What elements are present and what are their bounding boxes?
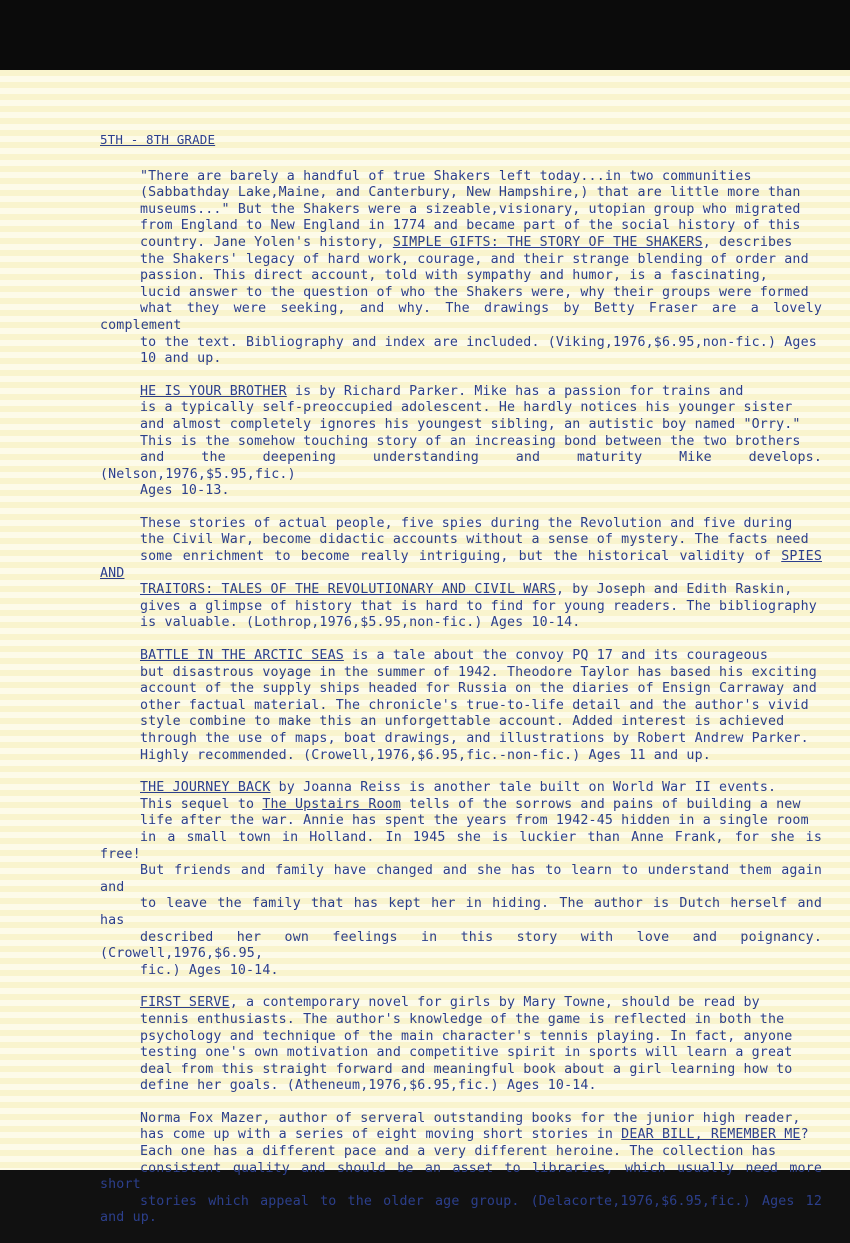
review-line: 10 and up. bbox=[140, 351, 222, 367]
document-page bbox=[0, 70, 850, 1226]
review-paragraph bbox=[100, 169, 822, 368]
review-line: is a typically self-preoccupied adolescent. He hardly notices his younger sister bbox=[140, 400, 793, 416]
review-line: But friends and family have changed and she has to learn to understand them again and bbox=[100, 863, 822, 895]
review-line: "There are barely a handful of true Shakers left today...in two communities bbox=[140, 168, 752, 184]
review-line: in a small town in Holland. In 1945 she is luckier than Anne Frank, for she is free! bbox=[100, 829, 822, 862]
review-line: THE JOURNEY BACK by Joanna Reiss is another tale built on World War II events. bbox=[140, 780, 777, 796]
review-line: Norma Fox Mazer, author of serveral outstanding books for the junior high reader, bbox=[140, 1110, 801, 1126]
book-title: HE IS YOUR BROTHER bbox=[140, 383, 287, 399]
review-paragraph bbox=[100, 780, 822, 979]
review-line: what they were seeking, and why. The drawings by Betty Fraser are a lovely complement bbox=[100, 301, 822, 333]
review-line: testing one's own motivation and competitive spirit in sports will learn a great bbox=[140, 1045, 793, 1061]
review-line: the Civil War, become didactic accounts without a sense of mystery. The facts need bbox=[140, 532, 809, 548]
review-line: psychology and technique of the main character's tennis playing. In fact, anyone bbox=[140, 1028, 793, 1044]
book-title: DEAR BILL, REMEMBER ME bbox=[621, 1127, 801, 1143]
review-line: gives a glimpse of history that is hard to find for young readers. The bibliography bbox=[140, 598, 817, 614]
review-paragraph bbox=[100, 1111, 822, 1227]
review-paragraph bbox=[100, 995, 822, 1095]
review-line: other factual material. The chronicle's true-to-life detail and the author's vivid bbox=[140, 697, 809, 713]
review-line: deal from this straight forward and meaningful book about a girl learning how to bbox=[140, 1061, 793, 1077]
book-title: THE JOURNEY BACK bbox=[140, 780, 271, 796]
review-line: fic.) Ages 10-14. bbox=[140, 962, 279, 978]
review-line: to leave the family that has kept her in hiding. The author is Dutch herself and has bbox=[100, 896, 822, 928]
review-line: and the deepening understanding and maturity Mike develops. (Nelson,1976,$5.95,fic.) bbox=[100, 450, 822, 482]
review-line: through the use of maps, boat drawings, and illustrations by Robert Andrew Parker. bbox=[140, 731, 809, 746]
review-line: This is the somehow touching story of an increasing bond between the two brothers bbox=[140, 433, 801, 449]
review-line: to the text. Bibliography and index are included. (Viking,1976,$6.95,non-fic.) Ages bbox=[140, 334, 817, 350]
review-paragraph bbox=[100, 384, 822, 500]
review-line: define her goals. (Atheneum,1976,$6.95,fic.) Ages 10-14. bbox=[140, 1078, 597, 1094]
review-line: country. Jane Yolen's history, SIMPLE GIFTS: THE STORY OF THE SHAKERS, describes bbox=[140, 234, 793, 250]
grade-heading: 5TH - 8TH GRADE bbox=[100, 132, 216, 147]
review-paragraph bbox=[100, 648, 822, 764]
review-line: style combine to make this an unforgettable account. Added interest is achieved bbox=[140, 714, 785, 730]
book-title: SPIES AND bbox=[100, 549, 822, 581]
review-line: Ages 10-13. bbox=[140, 483, 230, 499]
book-title: BATTLE IN THE ARCTIC SEAS bbox=[140, 648, 344, 664]
review-line: account of the supply ships headed for Russia on the diaries of Ensign Carraway and bbox=[140, 681, 817, 697]
review-line: These stories of actual people, five spies during the Revolution and five during bbox=[140, 515, 793, 531]
review-line: from England to New England in 1774 and became part of the social history of this bbox=[140, 218, 801, 234]
review-line: lucid answer to the question of who the Shakers were, why their groups were formed bbox=[140, 284, 809, 300]
scan-top-border bbox=[0, 0, 850, 70]
review-line: has come up with a series of eight moving short stories in DEAR BILL, REMEMBER ME? bbox=[140, 1127, 809, 1143]
review-line: TRAITORS: TALES OF THE REVOLUTIONARY AND CIVIL WARS, by Joseph and Edith Raskin, bbox=[140, 582, 793, 598]
review-line: Highly recommended. (Crowell,1976,$6.95,fic.-non-fic.) Ages 11 and up. bbox=[140, 747, 711, 763]
review-line: some enrichment to become really intriguing, but the historical validity of SPIES AND bbox=[100, 549, 822, 581]
review-line: (Sabbathday Lake,Maine, and Canterbury, New Hampshire,) that are little more than bbox=[140, 185, 801, 201]
review-line: museums..." But the Shakers were a sizeable,visionary, utopian group who migrated bbox=[140, 201, 801, 217]
review-line: FIRST SERVE, a contemporary novel for girls by Mary Towne, should be read by bbox=[140, 995, 760, 1011]
book-title: SIMPLE GIFTS: THE STORY OF THE SHAKERS bbox=[392, 234, 703, 250]
review-line: described her own feelings in this story with love and poignancy. (Crowell,1976,$6.95, bbox=[100, 929, 822, 962]
review-line: stories which appeal to the older age group. (Delacorte,1976,$6.95,fic.) Ages 12 and up. bbox=[100, 1193, 822, 1226]
review-line: but disastrous voyage in the summer of 1942. Theodore Taylor has based his exciting bbox=[140, 664, 817, 680]
review-paragraph bbox=[100, 516, 822, 632]
document-body bbox=[100, 132, 822, 1243]
book-title: The Upstairs Room bbox=[262, 796, 401, 812]
review-line: is valuable. (Lothrop,1976,$5.95,non-fic.) Ages 10-14. bbox=[140, 615, 581, 631]
review-line: life after the war. Annie has spent the years from 1942-45 hidden in a single room bbox=[140, 813, 809, 829]
book-title: FIRST SERVE bbox=[140, 995, 230, 1011]
review-line: passion. This direct account, told with sympathy and humor, is a fascinating, bbox=[140, 268, 768, 284]
review-line: This sequel to The Upstairs Room tells of the sorrows and pains of building a new bbox=[140, 796, 801, 812]
review-list bbox=[100, 169, 822, 1227]
review-line: the Shakers' legacy of hard work, courage, and their strange blending of order and bbox=[140, 251, 809, 267]
review-line: and almost completely ignores his youngest sibling, an autistic boy named "Orry." bbox=[140, 416, 801, 432]
book-title: TRAITORS: TALES OF THE REVOLUTIONARY AND CIVIL WARS bbox=[140, 582, 556, 598]
review-line: HE IS YOUR BROTHER is by Richard Parker. Mike has a passion for trains and bbox=[140, 383, 744, 399]
review-line: BATTLE IN THE ARCTIC SEAS is a tale about the convoy PQ 17 and its courageous bbox=[140, 648, 768, 664]
review-line: consistent quality and should be an asset to libraries, which usually need more short bbox=[100, 1160, 822, 1193]
review-line: Each one has a different pace and a very different heroine. The collection has bbox=[140, 1144, 777, 1160]
review-line: tennis enthusiasts. The author's knowledge of the game is reflected in both the bbox=[140, 1011, 785, 1027]
